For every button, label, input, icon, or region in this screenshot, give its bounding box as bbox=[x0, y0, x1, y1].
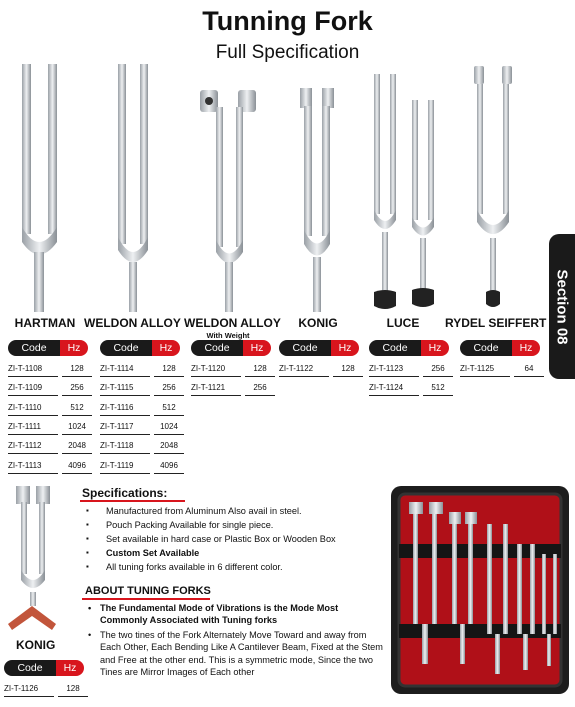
hz-cell: 256 bbox=[154, 381, 184, 396]
code-cell: ZI-T-1112 bbox=[8, 439, 58, 454]
fork-subname-with-weight: With Weight bbox=[206, 331, 250, 340]
table-header bbox=[100, 340, 184, 356]
table-header bbox=[191, 340, 275, 356]
code-table-konig bbox=[279, 340, 363, 379]
fork-name-weldon-alloy: WELDON ALLOY bbox=[84, 316, 181, 330]
specifications-list bbox=[82, 504, 336, 574]
hz-cell: 1024 bbox=[62, 420, 92, 435]
code-header: Code bbox=[4, 660, 56, 676]
hz-cell: 64 bbox=[514, 362, 544, 377]
tuning-fork-kit-image bbox=[389, 484, 571, 696]
table-row bbox=[100, 418, 184, 437]
hz-cell: 256 bbox=[423, 362, 453, 377]
code-cell: ZI-T-1119 bbox=[100, 459, 150, 474]
list-item: ▪ Custom Set Available bbox=[82, 546, 336, 560]
hz-cell: 512 bbox=[62, 401, 92, 416]
table-row bbox=[8, 456, 92, 475]
table-header bbox=[369, 340, 453, 356]
hz-cell: 4096 bbox=[154, 459, 184, 474]
code-cell: ZI-T-1114 bbox=[100, 362, 150, 377]
list-item: ▪ Manufactured from Aluminum Also avail in steel. bbox=[82, 504, 336, 518]
code-table-hartman bbox=[8, 340, 92, 476]
hz-cell: 2048 bbox=[62, 439, 92, 454]
code-cell: ZI-T-1124 bbox=[369, 381, 419, 396]
hz-header: Hz bbox=[331, 340, 359, 356]
hz-cell: 512 bbox=[423, 381, 453, 396]
hz-cell: 128 bbox=[62, 362, 92, 377]
code-table-rydel-seiffert bbox=[460, 340, 544, 379]
about-underline bbox=[82, 598, 210, 600]
table-row bbox=[8, 437, 92, 456]
hz-cell: 128 bbox=[154, 362, 184, 377]
code-cell: ZI-T-1126 bbox=[4, 682, 54, 697]
table-row bbox=[8, 418, 92, 437]
konig-bottom-name: KONIG bbox=[16, 638, 56, 652]
code-cell: ZI-T-1125 bbox=[460, 362, 510, 377]
code-header: Code bbox=[460, 340, 512, 356]
fork-name-luce: LUCE bbox=[386, 316, 420, 330]
fork-name-weldon-alloy-weight: WELDON ALLOY bbox=[184, 316, 281, 330]
page-title: Tunning Fork bbox=[202, 6, 373, 36]
hz-cell: 256 bbox=[62, 381, 92, 396]
weldon-alloy-fork-image bbox=[114, 62, 158, 314]
table-row bbox=[100, 399, 184, 418]
section-label: Section 08 bbox=[553, 268, 571, 345]
fork-name-hartman: HARTMAN bbox=[14, 316, 76, 330]
list-item: • The Fundamental Mode of Vibrations is the Mode Most Commonly Associated with Tuning forks bbox=[86, 602, 384, 627]
table-header bbox=[460, 340, 544, 356]
konig-fork-image bbox=[296, 62, 340, 314]
code-header: Code bbox=[279, 340, 331, 356]
code-cell: ZI-T-1118 bbox=[100, 439, 150, 454]
table-row bbox=[8, 360, 92, 379]
table-header bbox=[4, 660, 88, 676]
table-row bbox=[369, 379, 453, 398]
table-row bbox=[100, 456, 184, 475]
hz-header: Hz bbox=[421, 340, 449, 356]
table-row bbox=[4, 680, 88, 699]
code-cell: ZI-T-1120 bbox=[191, 362, 241, 377]
table-row bbox=[100, 379, 184, 398]
list-item: ▪ Set available in hard case or Plastic Box or Wooden Box bbox=[82, 532, 336, 546]
code-header: Code bbox=[369, 340, 421, 356]
table-row bbox=[100, 360, 184, 379]
code-cell: ZI-T-1111 bbox=[8, 420, 58, 435]
hz-cell: 1024 bbox=[154, 420, 184, 435]
hz-cell: 512 bbox=[154, 401, 184, 416]
table-row bbox=[191, 360, 275, 379]
table-row bbox=[100, 437, 184, 456]
list-item: • The two tines of the Fork Alternately Move Toward and away from Each Other, Each Bending Like A Cantilever Beam, Fixed at the Stem and Free at the other end. This is a symmetric mode, Since the two Tines are Mirror Images of Each other bbox=[86, 629, 384, 679]
code-cell: ZI-T-1108 bbox=[8, 362, 58, 377]
hz-cell: 128 bbox=[245, 362, 275, 377]
section-tab bbox=[549, 234, 575, 379]
code-header: Code bbox=[100, 340, 152, 356]
code-table-konig-bottom bbox=[4, 660, 88, 699]
code-cell: ZI-T-1113 bbox=[8, 459, 58, 474]
code-cell: ZI-T-1123 bbox=[369, 362, 419, 377]
table-row bbox=[8, 379, 92, 398]
fork-name-rydel-seiffert: RYDEL SEIFFERT bbox=[445, 316, 547, 330]
code-cell: ZI-T-1122 bbox=[279, 362, 329, 377]
hz-cell: 128 bbox=[333, 362, 363, 377]
list-item: ▪ All tuning forks available in 6 different color. bbox=[82, 560, 336, 574]
hz-header: Hz bbox=[60, 340, 88, 356]
fork-name-konig: KONIG bbox=[298, 316, 338, 330]
code-cell: ZI-T-1121 bbox=[191, 381, 241, 396]
hz-cell: 2048 bbox=[154, 439, 184, 454]
rydel-seiffert-fork-image bbox=[468, 62, 520, 314]
table-header bbox=[279, 340, 363, 356]
table-row bbox=[460, 360, 544, 379]
table-row bbox=[191, 379, 275, 398]
code-cell: ZI-T-1117 bbox=[100, 420, 150, 435]
about-list bbox=[86, 602, 384, 680]
hz-header: Hz bbox=[152, 340, 180, 356]
hartman-fork-image bbox=[18, 62, 68, 314]
hz-cell: 4096 bbox=[62, 459, 92, 474]
hz-header: Hz bbox=[243, 340, 271, 356]
code-cell: ZI-T-1110 bbox=[8, 401, 58, 416]
code-header: Code bbox=[8, 340, 60, 356]
code-table-luce bbox=[369, 340, 453, 399]
page-subtitle: Full Specification bbox=[215, 42, 360, 63]
specifications-heading: Specifications: bbox=[82, 486, 168, 500]
list-item: ▪ Pouch Packing Available for single piece. bbox=[82, 518, 336, 532]
table-row bbox=[369, 360, 453, 379]
hz-cell: 256 bbox=[245, 381, 275, 396]
code-cell: ZI-T-1109 bbox=[8, 381, 58, 396]
code-table-weldon-alloy-weight bbox=[191, 340, 275, 399]
specifications-underline bbox=[80, 500, 185, 502]
table-row bbox=[279, 360, 363, 379]
table-row bbox=[8, 399, 92, 418]
hz-cell: 128 bbox=[58, 682, 88, 697]
code-header: Code bbox=[191, 340, 243, 356]
luce-fork-image bbox=[368, 62, 440, 314]
code-cell: ZI-T-1116 bbox=[100, 401, 150, 416]
about-heading: ABOUT TUNING FORKS bbox=[85, 585, 211, 597]
hz-header: Hz bbox=[56, 660, 84, 676]
hz-header: Hz bbox=[512, 340, 540, 356]
konig-hammer-fork-image bbox=[4, 482, 60, 632]
weldon-alloy-weight-fork-image bbox=[198, 62, 262, 314]
table-header bbox=[8, 340, 92, 356]
code-table-weldon-alloy bbox=[100, 340, 184, 476]
code-cell: ZI-T-1115 bbox=[100, 381, 150, 396]
